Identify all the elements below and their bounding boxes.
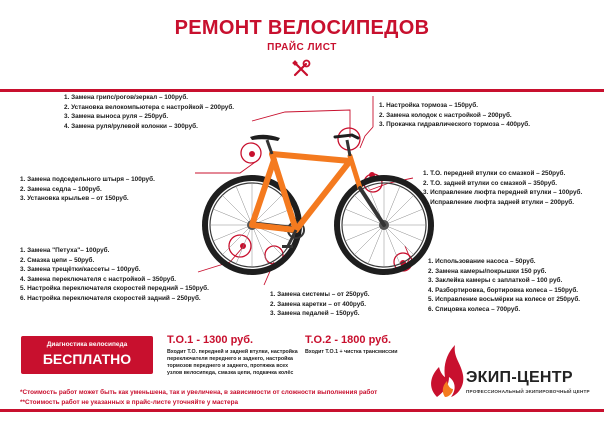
footnote: *Стоимость работ может быть как уменьшена, так и увеличена, в зависимости от сложности выполнения работ xyxy=(20,389,378,396)
list-item: 5. Настройка переключателя скоростей передний – 150руб. xyxy=(20,285,209,293)
header-divider xyxy=(0,89,604,92)
logo-name: ЭКИП-ЦЕНТР xyxy=(466,369,573,386)
list-item: 1. Настройка тормоза – 150руб. xyxy=(379,102,478,109)
to1-title: Т.О.1 - 1300 руб. xyxy=(167,334,254,346)
list-item: 2. Замена седла – 100руб. xyxy=(20,185,102,193)
to2-title: Т.О.2 - 1800 руб. xyxy=(305,334,392,346)
to1-package xyxy=(167,334,307,377)
list-item: 3. Замена выноса руля – 250руб. xyxy=(64,113,169,121)
hub-services xyxy=(423,169,582,207)
diagnostics-price: БЕСПЛАТНО xyxy=(42,351,132,367)
bicycle-illustration xyxy=(200,126,440,281)
list-item: 1. Замена грипс/рогов/зеркал – 100руб. xyxy=(64,94,189,101)
page-subtitle: ПРАЙС ЛИСТ xyxy=(267,42,337,53)
list-item: 4. Замена переключателя с настройкой – 350руб. xyxy=(20,275,177,283)
list-item: 3. Замена педалей – 150руб. xyxy=(270,310,360,318)
list-item: 1. Использование насоса – 50руб. xyxy=(428,258,536,265)
list-item: 3. Замена трещётки/кассеты – 100руб. xyxy=(20,266,141,274)
diagnostics-label: Диагностика велосипеда xyxy=(46,341,128,348)
chain-services xyxy=(20,246,209,304)
footnotes xyxy=(20,388,440,407)
list-item: 2. Смазка цепи – 50руб. xyxy=(20,256,95,264)
list-item: 6. Спицовка колеса – 700руб. xyxy=(428,305,521,313)
tools-icon xyxy=(291,59,311,79)
to2-package xyxy=(305,334,415,356)
to2-desc: Входит Т.О.1 + чистка трансмиссии xyxy=(305,349,398,355)
list-item: 1. Замена "Петуха"– 100руб. xyxy=(20,247,110,254)
footnote: **Стоимость работ не указанных в прайс-листе уточняйте у мастера xyxy=(20,398,239,406)
wheel-services xyxy=(428,257,580,315)
list-item: 2. Замена каретки – от 400руб. xyxy=(270,300,367,308)
list-item: 2. Замена камеры/покрышки 150 руб. xyxy=(428,267,547,275)
to1-desc-line: переключателя переднего и заднего, настройка xyxy=(167,356,293,362)
diagnostics-badge xyxy=(21,336,153,374)
list-item: 4. Разбортировка, бортировка колеса – 150руб. xyxy=(428,286,579,294)
flame-logo-icon xyxy=(427,343,467,399)
to1-desc-line: узлов велосипеда, смазка цепи, подкачка колёс xyxy=(167,370,294,376)
list-item: 3. Прокачка гидравлического тормоза – 400руб. xyxy=(379,121,531,129)
to1-desc-line: Входит Т.О. передней и задней втулки, настройка xyxy=(167,349,298,355)
list-item: 1. Замена подседельного штыря – 100руб. xyxy=(20,176,155,183)
drivetrain-services xyxy=(270,290,369,319)
list-item: 3. Заклейка камеры с заплаткой – 100 руб. xyxy=(428,277,563,285)
list-item: 3. Установка крыльев – от 150руб. xyxy=(20,195,129,203)
list-item: 2. Т.О. задней втулки со смазкой – 350руб. xyxy=(423,179,558,187)
list-item: 2. Замена колодок с настройкой – 200руб. xyxy=(379,111,512,119)
list-item: 3. Исправление люфта передней втулки – 100руб. xyxy=(423,189,583,197)
list-item: 2. Установка велокомпьютера с настройкой – 200руб. xyxy=(64,103,235,111)
list-item: 4. Исправление люфта задней втулки – 200руб. xyxy=(423,198,575,206)
handlebar-services xyxy=(64,93,234,131)
logo-tagline: ПРОФЕССИОНАЛЬНЫЙ ЭКИПИРОВОЧНЫЙ ЦЕНТР xyxy=(466,389,590,394)
seat-services xyxy=(20,175,155,204)
list-item: 6. Настройка переключателя скоростей задний – 250руб. xyxy=(20,294,201,302)
page-title: РЕМОНТ ВЕЛОСИПЕДОВ xyxy=(174,17,430,39)
to1-desc-line: тормозов переднего и заднего, протяжка всех xyxy=(167,363,289,369)
footer-divider xyxy=(0,409,604,412)
brake-services xyxy=(379,101,530,130)
list-item: 1. Т.О. передней втулки со смазкой – 250руб. xyxy=(423,170,566,177)
list-item: 1. Замена системы – от 250руб. xyxy=(270,291,370,298)
list-item: 5. Исправление восьмёрки на колесе от 250руб. xyxy=(428,296,581,304)
list-item: 4. Замена руля/рулевой колонки – 300руб. xyxy=(64,122,198,130)
